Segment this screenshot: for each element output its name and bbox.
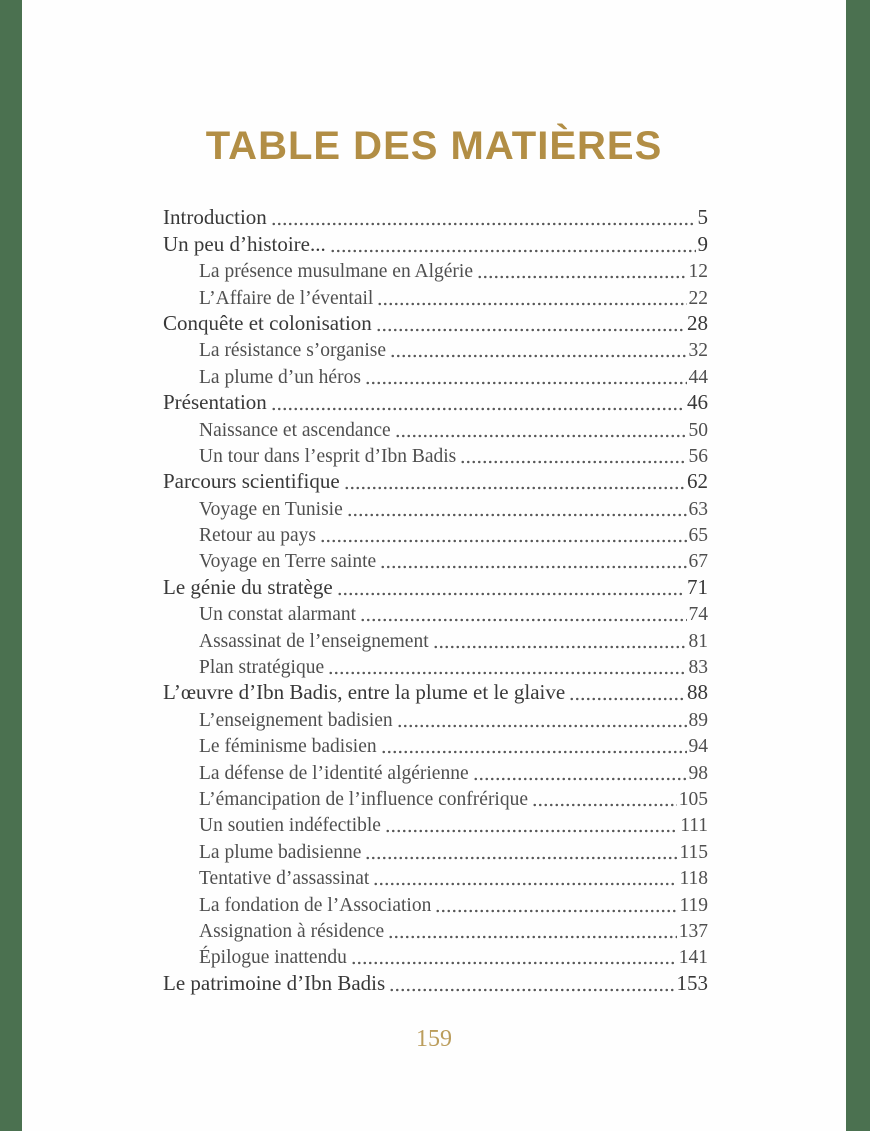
toc-entry-label: Le patrimoine d’Ibn Badis: [163, 970, 386, 995]
toc-entry-label: Conquête et colonisation: [163, 310, 372, 335]
toc-entry-page: 88: [687, 680, 708, 705]
toc-entry-label: Assassinat de l’enseignement: [199, 630, 429, 652]
toc-entry-page: 105: [678, 788, 708, 810]
toc-leader-dots: [271, 222, 696, 226]
toc-entry: [163, 521, 708, 547]
toc-entry-page: 32: [688, 340, 708, 362]
toc-entry-page: 153: [676, 970, 708, 995]
toc-leader-dots: [365, 856, 677, 860]
toc-leader-dots: [397, 724, 687, 728]
toc-entry-label: Assignation à résidence: [199, 920, 385, 942]
toc-leader-dots: [328, 671, 686, 675]
toc-entry-label: Le génie du stratège: [163, 574, 333, 599]
toc-entry-label: Voyage en Tunisie: [199, 498, 343, 520]
toc-entry-label: La plume d’un héros: [199, 366, 361, 388]
toc-entry: [163, 547, 708, 573]
toc-leader-dots: [360, 618, 686, 622]
toc-entry: [163, 626, 708, 652]
toc-entry-label: L’Affaire de l’éventail: [199, 287, 374, 309]
toc-entry-label: La présence musulmane en Algérie: [199, 261, 473, 283]
toc-entry-page: 81: [688, 630, 708, 652]
toc-entry-label: Un peu d’histoire...: [163, 231, 326, 256]
toc-entry: [163, 204, 708, 230]
toc-entry: [163, 864, 708, 890]
toc-entry-label: L’œuvre d’Ibn Badis, entre la plume et le glaive: [163, 680, 566, 705]
toc-entry-page: 5: [697, 205, 708, 230]
toc-list: [163, 204, 708, 996]
toc-leader-dots: [351, 961, 677, 965]
toc-leader-dots: [381, 750, 687, 754]
toc-entry-label: Présentation: [163, 390, 267, 415]
toc-leader-dots: [388, 935, 677, 939]
toc-leader-dots: [385, 829, 678, 833]
toc-leader-dots: [395, 434, 687, 438]
toc-entry-page: 118: [679, 868, 708, 890]
toc-entry-page: 22: [688, 287, 708, 309]
toc-leader-dots: [477, 275, 687, 279]
toc-entry-label: Un soutien indéfectible: [199, 815, 381, 837]
toc-entry-page: 46: [687, 390, 708, 415]
toc-entry-page: 65: [688, 525, 708, 547]
toc-leader-dots: [344, 486, 685, 490]
toc-leader-dots: [373, 882, 677, 886]
toc-entry: [163, 257, 708, 283]
toc-entry-label: Retour au pays: [199, 525, 316, 547]
folio-page-number: 159: [416, 1026, 452, 1052]
toc-leader-dots: [389, 988, 674, 992]
toc-leader-dots: [365, 381, 687, 385]
toc-leader-dots: [377, 302, 686, 306]
toc-entry-page: 111: [680, 815, 708, 837]
toc-entry-label: Le féminisme badisien: [199, 736, 377, 758]
toc-entry: [163, 600, 708, 626]
toc-entry: [163, 389, 708, 415]
toc-entry: [163, 969, 708, 995]
toc-entry: [163, 573, 708, 599]
toc-entry-page: 74: [688, 604, 708, 626]
toc-entry-label: Épilogue inattendu: [199, 947, 347, 969]
toc-entry-label: La défense de l’identité algérienne: [199, 762, 469, 784]
toc-entry-page: 63: [688, 498, 708, 520]
toc-entry-label: Parcours scientifique: [163, 469, 340, 494]
toc-entry-page: 67: [688, 551, 708, 573]
toc-entry: [163, 705, 708, 731]
toc-entry-label: La résistance s’organise: [199, 340, 386, 362]
toc-entry-page: 56: [688, 445, 708, 467]
toc-leader-dots: [380, 565, 686, 569]
book-cover-edge-right: [846, 0, 870, 1131]
toc-leader-dots: [337, 592, 685, 596]
toc-entry-page: 44: [688, 366, 708, 388]
toc-entry: [163, 468, 708, 494]
toc-entry: [163, 890, 708, 916]
toc-entry: [163, 336, 708, 362]
toc-entry-label: L’émancipation de l’influence confrérique: [199, 788, 529, 810]
toc-entry-label: La fondation de l’Association: [199, 894, 432, 916]
toc-entry-page: 98: [688, 762, 708, 784]
toc-entry: [163, 837, 708, 863]
toc-leader-dots: [376, 328, 685, 332]
toc-entry-page: 137: [678, 920, 708, 942]
toc-entry: [163, 943, 708, 969]
toc-leader-dots: [435, 909, 677, 913]
toc-leader-dots: [569, 697, 685, 701]
toc-entry-page: 9: [697, 231, 708, 256]
toc-entry-page: 115: [679, 841, 708, 863]
toc-entry-label: La plume badisienne: [199, 841, 362, 863]
toc-entry: [163, 679, 708, 705]
toc-entry: [163, 653, 708, 679]
toc-entry: [163, 732, 708, 758]
toc-leader-dots: [433, 645, 687, 649]
toc-leader-dots: [460, 460, 686, 464]
toc-leader-dots: [320, 539, 687, 543]
toc-entry-page: 50: [688, 419, 708, 441]
toc-leader-dots: [330, 249, 696, 253]
toc-entry-label: Introduction: [163, 205, 267, 230]
toc-entry-page: 89: [688, 709, 708, 731]
toc-entry-page: 71: [687, 574, 708, 599]
toc-entry-page: 12: [688, 261, 708, 283]
toc-entry-label: Plan stratégique: [199, 657, 325, 679]
book-cover-edge-left: [0, 0, 22, 1131]
toc-entry: [163, 494, 708, 520]
toc-leader-dots: [390, 354, 687, 358]
toc-entry: [163, 442, 708, 468]
toc-title: TABLE DES MATIÈRES: [205, 124, 663, 168]
toc-entry-page: 94: [688, 736, 708, 758]
toc-entry-label: L’enseignement badisien: [199, 709, 393, 731]
toc-entry: [163, 917, 708, 943]
toc-leader-dots: [271, 407, 685, 411]
toc-leader-dots: [532, 803, 677, 807]
toc-entry-label: Un constat alarmant: [199, 604, 357, 626]
toc-entry: [163, 362, 708, 388]
toc-entry-page: 62: [687, 469, 708, 494]
toc-entry: [163, 811, 708, 837]
toc-entry: [163, 283, 708, 309]
toc-entry: [163, 310, 708, 336]
toc-leader-dots: [473, 777, 687, 781]
toc-entry-label: Voyage en Terre sainte: [199, 551, 377, 573]
toc-entry: [163, 785, 708, 811]
toc-entry-page: 141: [678, 947, 708, 969]
toc-entry: [163, 230, 708, 256]
toc-entry-page: 28: [687, 310, 708, 335]
toc-entry-label: Naissance et ascendance: [199, 419, 391, 441]
toc-entry-label: Tentative d’assassinat: [199, 868, 370, 890]
toc-entry-page: 83: [688, 657, 708, 679]
toc-entry: [163, 415, 708, 441]
toc-entry-label: Un tour dans l’esprit d’Ibn Badis: [199, 445, 457, 467]
toc-leader-dots: [347, 513, 687, 517]
toc-entry: [163, 758, 708, 784]
toc-entry-page: 119: [679, 894, 708, 916]
